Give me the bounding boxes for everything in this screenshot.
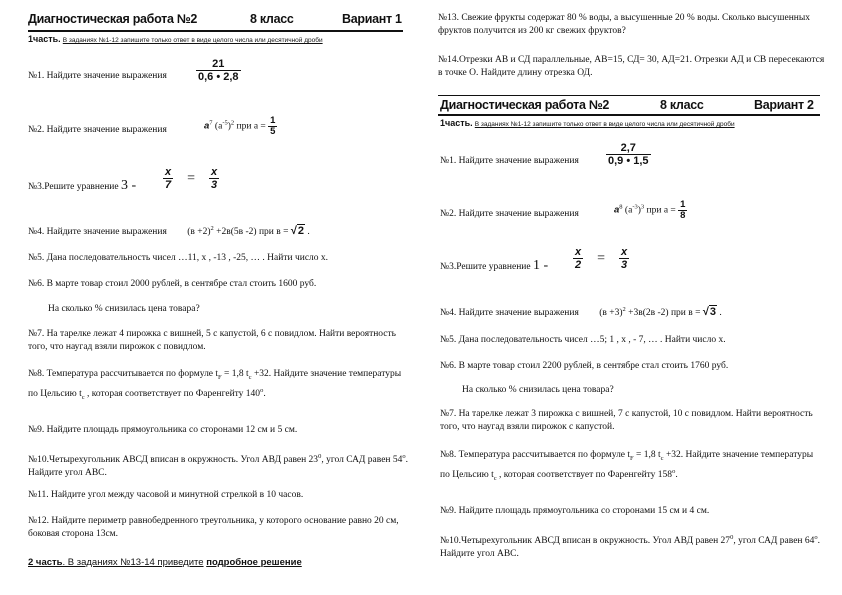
v1-q9: №9. Найдите площадь прямоугольника со сторонами 12 см и 5 см. <box>28 425 298 435</box>
v1-q2 <box>28 124 167 137</box>
v2-q8: №8. Температура рассчитывается по формуле $t_F = 1,8$ $t_c +32$. Найдите значение температуры по Цельсию $t_c$ , которая соответствует по Фаренгейту 158$^o$. <box>440 450 814 482</box>
v1-title: Диагностическая работа №2 <box>28 12 198 26</box>
v2-q7: №7. На тарелке лежат 3 пирожка с вишней, 7 с капустой, 10 с повидлом. Найти вероятность того, что наугад взяли пирожок с капустой. <box>440 409 813 432</box>
v2-header-rule-top <box>438 95 820 96</box>
v1-q1-num: 21 <box>212 58 225 70</box>
v1-q6a: №6. В марте товар стоил 2000 рублей, в сентябре стал стоить 1600 руб. <box>28 279 317 289</box>
v2-q2: №2. Найдите значение выражения <box>440 209 579 219</box>
v1-q1-den: 0,6 • 2,8 <box>198 71 239 83</box>
v2-q10: №10.Четырехугольник АВСД вписан в окружность. Угол АВД равен $27^0$, угол САД равен 64$^o$. Найдите угол АВС. <box>440 534 820 560</box>
v2-q1: №1. Найдите значение выражения <box>440 156 579 166</box>
v1-part2: 2 часть. В заданиях №13-14 приведите подробное решение <box>28 557 302 568</box>
v1-grade: 8 класс <box>250 12 294 26</box>
v2-q3-fractions: $\frac{x}{2}$ = $\frac{x}{3}$ <box>575 246 628 271</box>
v1-q10: №10.Четырехугольник АВСД вписан в окружность. Угол АВД равен $23^0$, угол САД равен 54$^o$. Найдите угол АВС. <box>28 453 408 479</box>
v2-q5: №5. Дана последовательность чисел …5; 1 , x , - 7, … . Найти число x. <box>440 335 726 345</box>
v1-q14: №14.Отрезки АВ и СД параллельные, АВ=15, СД= 30, АД=21. Отрезки АД и СВ пересекаются в точке О. Найдите длину отрезка ОД. <box>438 55 825 78</box>
variant-2-column <box>438 0 830 595</box>
v1-q1-text: №1. Найдите значение выражения <box>28 71 167 81</box>
v1-q12: №12. Найдите периметр равнобедренного треугольника, у которого основание равно 20 см, боковая сторона 13см. <box>28 516 399 539</box>
v1-q6b: На сколько % снизилась цена товара? <box>48 304 200 314</box>
v1-q3-text: №3.Решите уравнение <box>28 182 119 192</box>
v1-variant: Вариант 1 <box>342 12 402 26</box>
v2-q1-fraction: $\frac{2,7}{0,9 • 1,5}$ <box>608 142 649 167</box>
v1-part1-text: В заданиях №1-12 запишите только ответ в виде целого числа или десятичной дроби <box>62 37 323 44</box>
v1-q11: №11. Найдите угол между часовой и минутной стрелкой в 10 часов. <box>28 490 304 500</box>
v1-q5: №5. Дана последовательность чисел …11, x , -13 , -25, … . Найти число x. <box>28 253 329 263</box>
v1-q1-fraction <box>196 58 241 83</box>
v1-q3-fractions: $\frac{x}{7}$ = $\frac{x}{3}$ <box>165 166 218 191</box>
v2-variant: Вариант 2 <box>754 98 814 112</box>
v2-q6b: На сколько % снизилась цена товара? <box>462 385 614 395</box>
v1-q8: №8. Температура рассчитывается по формуле $t_F = 1,8$ $t_c +32$. Найдите значение температуры по Цельсию $t_c$ , которая соответствует по Фаренгейту 140$^o$. <box>28 369 402 401</box>
v2-q9: №9. Найдите площадь прямоугольника со сторонами 15 см и 4 см. <box>440 506 710 516</box>
variant-1-column <box>28 0 433 595</box>
v2-q3: №3.Решите уравнение 1 - <box>440 258 549 273</box>
v1-part1 <box>28 34 323 44</box>
v2-part1: 1часть. В заданиях №1-12 запишите только ответ в виде целого числа или десятичной дроби <box>440 118 735 128</box>
v2-grade: 8 класс <box>660 98 704 112</box>
v1-q13: №13. Свежие фрукты содержат 80 % воды, а высушенные 20 % воды. Сколько высушенных фруктов получится из 200 кг свежих фруктов? <box>438 13 811 36</box>
v2-q6a: №6. В марте товар стоил 2200 рублей, в сентябре стал стоить 1760 руб. <box>440 361 729 371</box>
v2-title: Диагностическая работа №2 <box>440 98 610 112</box>
v1-q4: №4. Найдите значение выражения $(в +2)^2 +2в(5в$ -2) при в = √2 . <box>28 225 310 238</box>
v2-header-rule <box>438 114 820 116</box>
v1-q1 <box>28 70 167 83</box>
v1-part1-label: 1часть. <box>28 34 61 44</box>
v1-q2-expr: $a^7$ $(a^{-5})^2$ при a = $\frac{1}{5}$ <box>204 115 276 137</box>
v2-q2-expr: $a^8$ $(a^{-3})^3$ при a = $\frac{1}{8}$ <box>614 199 686 221</box>
v1-q3: №3.Решите уравнение 3 - <box>28 178 137 193</box>
v1-q7: №7. На тарелке лежат 4 пирожка с вишней, 5 с капустой, 6 с повидлом. Найти вероятность того, что наугад взяли пирожок с повидлом. <box>28 329 396 352</box>
v1-q2-text: №2. Найдите значение выражения <box>28 125 167 135</box>
v1-header-rule <box>28 30 403 32</box>
v2-q4: №4. Найдите значение выражения $(в +3)^2 +3в(2в$ -2) при в = √3 . <box>440 306 722 319</box>
